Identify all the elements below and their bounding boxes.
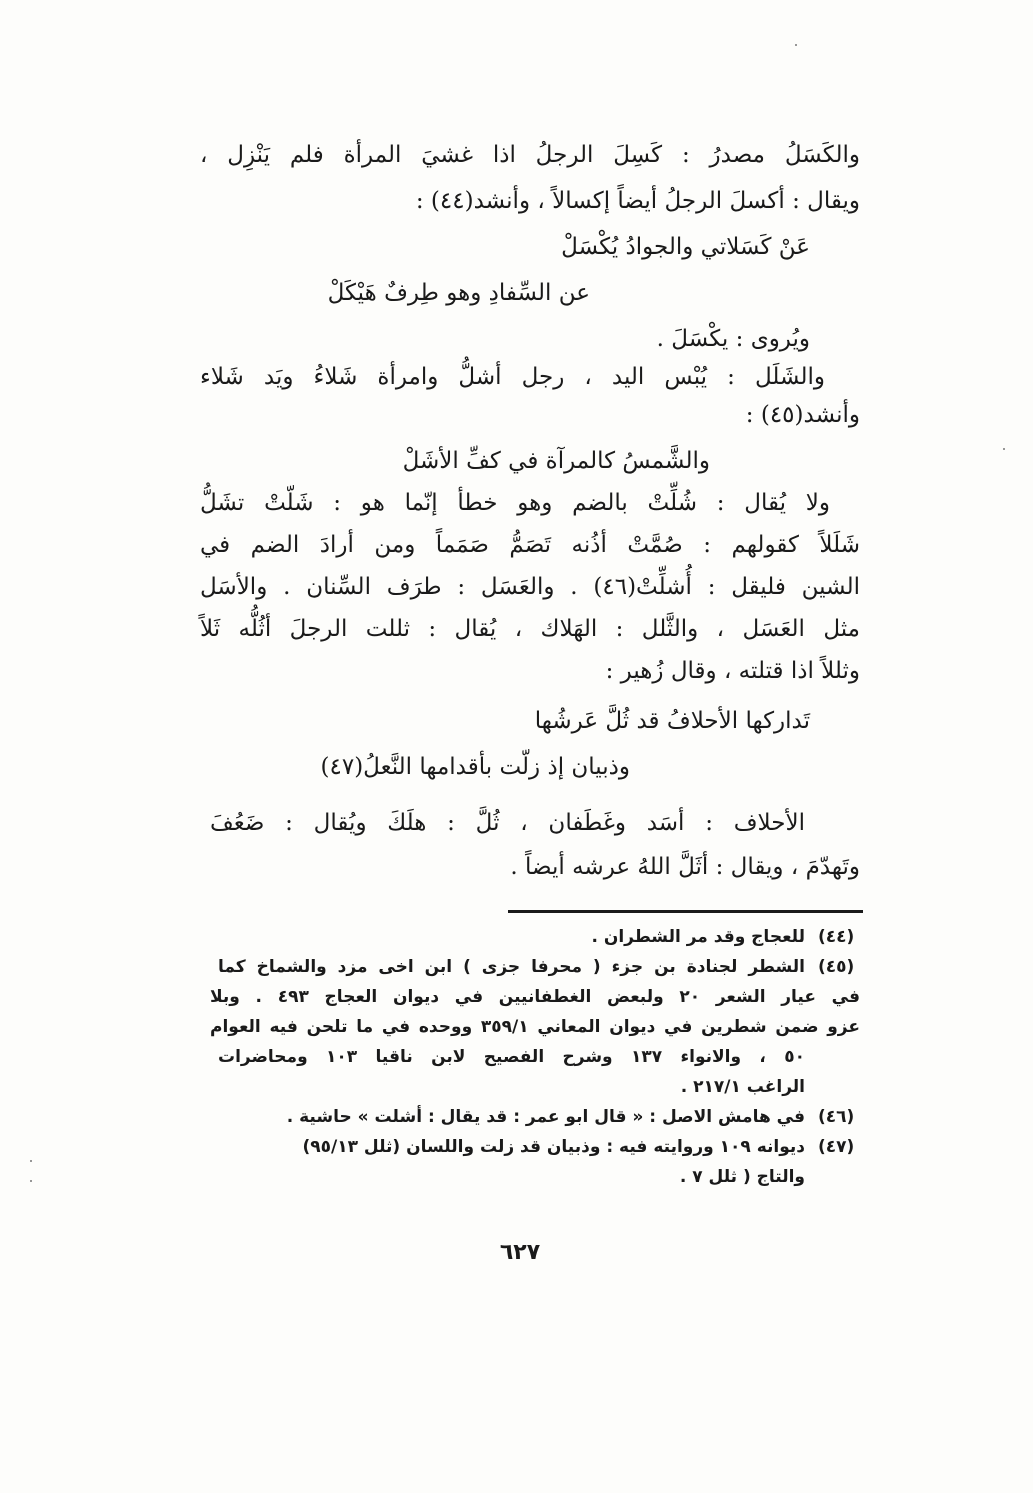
text-line: وتَهدّمَ ، ويقال : أثَلَّ اللهُ عرشه أيضاً . xyxy=(510,854,860,880)
verse-line: عَنْ كَسَلاتي والجوادُ يُكْسَلْ xyxy=(561,234,810,260)
scan-speck xyxy=(30,1160,32,1162)
page-number: ٦٢٧ xyxy=(499,1240,541,1265)
footnote-divider xyxy=(508,910,863,913)
text-line: والكَسَلُ مصدرُ : كَسِلَ الرجلُ اذا غشيَ المرأة فلم يَنْزِل ، xyxy=(200,142,860,168)
footnote-line: عزو ضمن شطرين في ديوان المعاني ٣٥٩/١ ووحده في ما تلحن فيه العوام xyxy=(210,1017,860,1037)
text-line: ويُروى : يكْسَلَ . xyxy=(656,326,810,352)
footnote-line: الراغب ٢١٧/١ . xyxy=(680,1077,805,1097)
scan-speck xyxy=(1003,448,1005,450)
text-line: ولا يُقال : شُلِّتْ بالضم وهو خطأ إنّما هو : شَلّتْ تشَلُّ xyxy=(200,490,830,516)
footnote-line: ٥٠ ، والانواء ١٣٧ وشرح الفصيح لابن ناقيا ١٠٣ ومحاضرات xyxy=(218,1047,806,1067)
text-line: وثللاً اذا قتلته ، وقال زُهير : xyxy=(605,658,860,684)
footnote-line: والتاج ( ثلل ٧ . xyxy=(679,1167,805,1187)
scan-speck xyxy=(795,44,797,46)
text-line: ويقال : أكسلَ الرجلُ أيضاً إكسالاً ، وأنشد(٤٤) : xyxy=(415,188,860,214)
text-line: الشين فليقل : أُشلِّتْ(٤٦) . والعَسَل : طرَف السِّنان . والأسَل xyxy=(200,574,860,600)
text-line: والشَلَل : يُبْس اليد ، رجل أشلُّ وامرأة شَلاءُ ويَد شَلاء xyxy=(200,364,825,390)
text-line: وأنشد(٤٥) : xyxy=(745,402,860,428)
footnote-number: (٤٦) xyxy=(818,1107,855,1127)
text-line: مثل العَسَل ، والثَّلل : الهَلاك ، يُقال : ثللت الرجلَ أثُلُّه ثَلاً xyxy=(200,616,860,642)
footnote-number: (٤٧) xyxy=(818,1137,855,1157)
footnote-line: في هامش الاصل : « قال ابو عمر : قد يقال : أشلت » حاشية . xyxy=(286,1107,805,1127)
text-line: الأحلاف : أسَد وغَطَفان ، ثُلَّ : هلَكَ ويُقال : ضَعُفَ xyxy=(210,810,805,836)
footnote-number: (٤٥) xyxy=(818,957,855,977)
verse-line: عن السِّفادِ وهو طِرفٌ هَيْكَلْ xyxy=(327,280,590,306)
footnote-line: في عيار الشعر ٢٠ ولبعض الغطفانيين في ديوان العجاج ٤٩٣ . وبلا xyxy=(210,987,860,1007)
footnote-line: الشطر لجنادة بن جزء ( محرفا جزى ) ابن اخى مزد والشماخ كما xyxy=(218,957,805,977)
verse-line: تَداركها الأحلافُ قد ثُلَّ عَرشُها xyxy=(534,708,810,734)
footnote-number: (٤٤) xyxy=(818,927,855,947)
scan-speck xyxy=(30,1180,32,1182)
verse-line: والشَّمسُ كالمرآة في كفِّ الأشَلْ xyxy=(402,448,710,474)
text-line: شَلَلاً كقولهم : صُمَّتْ أذُنه تَصَمُّ صَمَماً ومن أرادَ الضم في xyxy=(200,532,860,558)
verse-line: وذبيان إذ زلّت بأقدامها النَّعلُ(٤٧) xyxy=(320,754,630,780)
footnote-line: ديوانه ١٠٩ وروايته فيه : وذبيان قد زلت واللسان (ثلل ٩٥/١٣) xyxy=(302,1137,805,1157)
footnote-line: للعجاج وقد مر الشطران . xyxy=(591,927,805,947)
